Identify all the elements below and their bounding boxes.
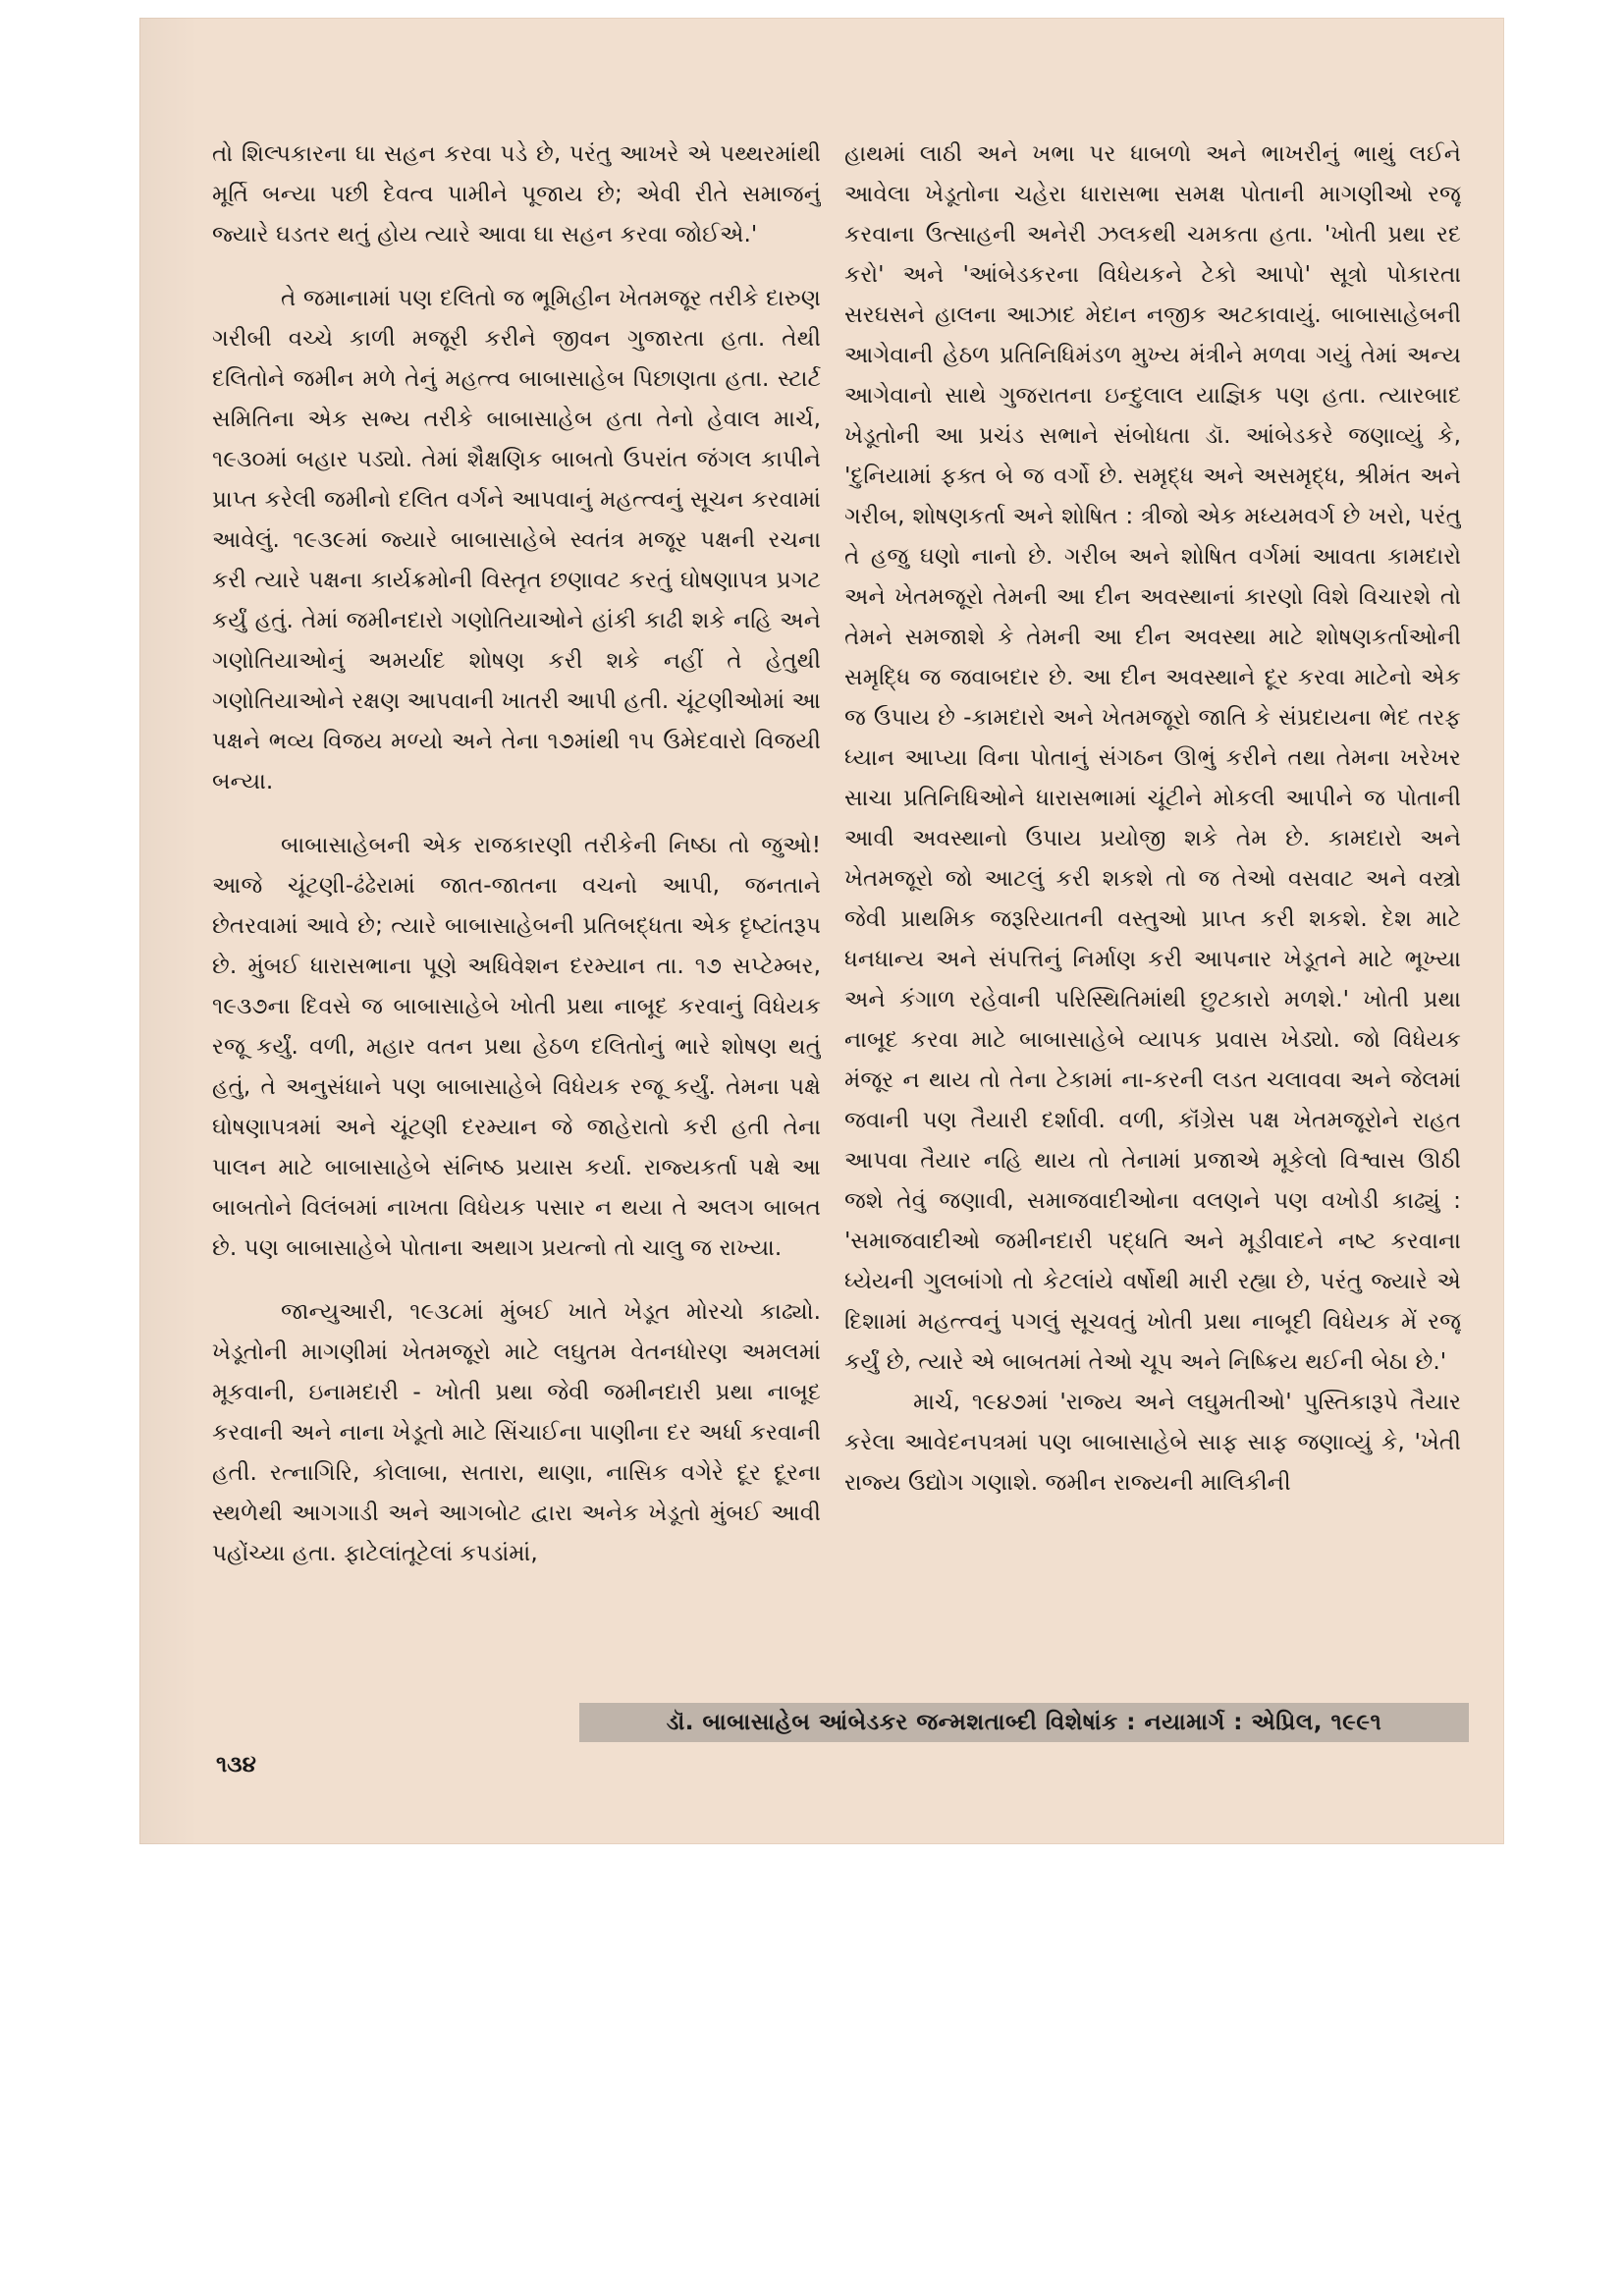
- page-shadow: [139, 18, 198, 1844]
- left-column: [212, 134, 821, 1685]
- scanned-page: [139, 18, 1504, 1844]
- right-paragraph-1: હાથમાં લાઠી અને ખભા પર ધાબળો અને ભાખરીનું ભાથું લઈને આવેલા ખેડૂતોના ચહેરા ધારાસભા સમક્ષ પોતાની માગણીઓ રજૂ કરવાના ઉત્સાહની અનેરી ઝલકથી ચમકતા હતા. 'ખોતી પ્રથા રદ કરો' અને 'આંબેડકરના વિધેયકને ટેકો આપો' સૂત્રો પોકારતા સરઘસને હાલના આઝાદ મેદાન નજીક અટકાવાયું. બાબાસાહેબની આગેવાની હેઠળ પ્રતિનિધિમંડળ મુખ્ય મંત્રીને મળવા ગયું તેમાં અન્ય આગેવાનો સાથે ગુજરાતના ઇન્દુલાલ યાજ્ઞિક પણ હતા. ત્યારબાદ ખેડૂતોની આ પ્રચંડ સભાને સંબોધતા ડૉ. આંબેડકરે જણાવ્યું કે, 'દુનિયામાં ફક્ત બે જ વર્ગો છે. સમૃદ્ધ અને અસમૃદ્ધ, શ્રીમંત અને ગરીબ, શોષણકર્તા અને શોષિત : ત્રીજો એક મધ્યમવર્ગ છે ખરો, પરંતુ તે હજુ ઘણો નાનો છે. ગરીબ અને શોષિત વર્ગમાં આવતા કામદારો અને ખેતમજૂરો તેમની આ દીન અવસ્થાનાં કારણો વિશે વિચારશે તો તેમને સમજાશે કે તેમની આ દીન અવસ્થા માટે શોષણકર્તાઓની સમૃદ્ધિ જ જવાબદાર છે. આ દીન અવસ્થાને દૂર કરવા માટેનો એક જ ઉપાય છે -કામદારો અને ખેતમજૂરો જાતિ કે સંપ્રદાયના ભેદ તરફ ધ્યાન આપ્યા વિના પોતાનું સંગઠન ઊભું કરીને તથા તેમના ખરેખર સાચા પ્રતિનિધિઓને ધારાસભામાં ચૂંટીને મોકલી આપીને જ પોતાની આવી અવસ્થાનો ઉપાય પ્રયોજી શકે તેમ છે. કામદારો અને ખેતમજૂરો જો આટલું કરી શકશે તો જ તેઓ વસવાટ અને વસ્ત્રો જેવી પ્રાથમિક જરૂરિયાતની વસ્તુઓ પ્રાપ્ત કરી શકશે. દેશ માટે ધનધાન્ય અને સંપત્તિનું નિર્માણ કરી આપનાર ખેડૂતને માટે ભૂખ્યા અને કંગાળ રહેવાની પરિસ્થિતિમાંથી છુટકારો મળશે.' ખોતી પ્રથા નાબૂદ કરવા માટે બાબાસાહેબે વ્યાપક પ્રવાસ ખેડ્યો. જો વિધેયક મંજૂર ન થાય તો તેના ટેકામાં ના-કરની લડત ચલાવવા અને જેલમાં જવાની પણ તૈયારી દર્શાવી. વળી, કૉંગ્રેસ પક્ષ ખેતમજૂરોને રાહત આપવા તૈયાર નહિ થાય તો તેનામાં પ્રજાએ મૂકેલો વિશ્વાસ ઊઠી જશે તેવું જણાવી, સમાજવાદીઓના વલણને પણ વખોડી કાઢ્યું : 'સમાજવાદીઓ જમીનદારી પદ્ધતિ અને મૂડીવાદને નષ્ટ કરવાના ધ્યેયની ગુલબાંગો તો કેટલાંયે વર્ષોથી મારી રહ્યા છે, પરંતુ જ્યારે એ દિશામાં મહત્ત્વનું પગલું સૂચવતું ખોતી પ્રથા નાબૂદી વિધેયક મેં રજૂ કર્યું છે, ત્યારે એ બાબતમાં તેઓ ચૂપ અને નિષ્ક્રિય થઈની બેઠા છે.': [844, 140, 1461, 1375]
- right-column: [844, 134, 1461, 1734]
- left-paragraph-4: જાન્યુઆરી, ૧૯૩૮માં મુંબઈ ખાતે ખેડૂત મોરચો કાઢ્યો. ખેડૂતોની માગણીમાં ખેતમજૂરો માટે લઘુતમ વેતનધોરણ અમલમાં મૂકવાની, ઇનામદારી - ખોતી પ્રથા જેવી જમીનદારી પ્રથા નાબૂદ કરવાની અને નાના ખેડૂતો માટે સિંચાઈના પાણીના દર અર્ધા કરવાની હતી. રત્નાગિરિ, કોલાબા, સતારા, થાણા, નાસિક વગેરે દૂર દૂરના સ્થળેથી આગગાડી અને આગબોટ દ્વારા અનેક ખેડૂતો મુંબઈ આવી પહોંચ્યા હતા. ફાટેલાંતૂટેલાં કપડાંમાં,: [212, 1298, 821, 1566]
- footer-banner: ડૉ. બાબાસાહેબ આંબેડકર જન્મશતાબ્દી વિશેષાંક : નયામાર્ગ : એપ્રિલ, ૧૯૯૧: [666, 1710, 1382, 1735]
- right-paragraph-2: માર્ચ, ૧૯૪૭માં 'રાજ્ય અને લઘુમતીઓ' પુસ્તિકારૂપે તૈયાર કરેલા આવેદનપત્રમાં પણ બાબાસાહેબે સાફ સાફ જણાવ્યું કે, 'ખેતી રાજ્ય ઉદ્યોગ ગણાશે. જમીન રાજ્યની માલિકીની: [844, 1389, 1461, 1496]
- page-number: ૧૩૪: [216, 1752, 256, 1777]
- left-paragraph-2: તે જમાનામાં પણ દલિતો જ ભૂમિહીન ખેતમજૂર તરીકે દારુણ ગરીબી વચ્ચે કાળી મજૂરી કરીને જીવન ગુજારતા હતા. તેથી દલિતોને જમીન મળે તેનું મહત્ત્વ બાબાસાહેબ પિછાણતા હતા. સ્ટાર્ટ સમિતિના એક સભ્ય તરીકે બાબાસાહેબ હતા તેનો હેવાલ માર્ચ, ૧૯૩૦માં બહાર પડ્યો. તેમાં શૈક્ષણિક બાબતો ઉપરાંત જંગલ કાપીને પ્રાપ્ત કરેલી જમીનો દલિત વર્ગને આપવાનું મહત્ત્વનું સૂચન કરવામાં આવેલું. ૧૯૩૯માં જ્યારે બાબાસાહેબે સ્વતંત્ર મજૂર પક્ષની રચના કરી ત્યારે પક્ષના કાર્યક્રમોની વિસ્તૃત છણાવટ કરતું ઘોષણાપત્ર પ્રગટ કર્યું હતું. તેમાં જમીનદારો ગણોતિયાઓને હાંકી કાઢી શકે નહિ અને ગણોતિયાઓનું અમર્યાદ શોષણ કરી શકે નહીં તે હેતુથી ગણોતિયાઓને રક્ષણ આપવાની ખાતરી આપી હતી. ચૂંટણીઓમાં આ પક્ષને ભવ્ય વિજય મળ્યો અને તેના ૧૭માંથી ૧૫ ઉમેદવારો વિજયી બન્યા.: [212, 285, 821, 794]
- left-paragraph-3: બાબાસાહેબની એક રાજકારણી તરીકેની નિષ્ઠા તો જુઓ! આજે ચૂંટણી-ઢંઢેરામાં જાત-જાતના વચનો આપી, જનતાને છેતરવામાં આવે છે; ત્યારે બાબાસાહેબની પ્રતિબદ્ધતા એક દૃષ્ટાંતરૂપ છે. મુંબઈ ધારાસભાના પૂણે અધિવેશન દરમ્યાન તા. ૧૭ સપ્ટેમ્બર, ૧૯૩૭ના દિવસે જ બાબાસાહેબે ખોતી પ્રથા નાબૂદ કરવાનું વિધેયક રજૂ કર્યું. વળી, મહાર વતન પ્રથા હેઠળ દલિતોનું ભારે શોષણ થતું હતું, તે અનુસંધાને પણ બાબાસાહેબે વિધેયક રજૂ કર્યું. તેમના પક્ષે ઘોષણાપત્રમાં અને ચૂંટણી દરમ્યાન જે જાહેરાતો કરી હતી તેના પાલન માટે બાબાસાહેબે સંનિષ્ઠ પ્રયાસ કર્યા. રાજ્યકર્તા પક્ષે આ બાબતોને વિલંબમાં નાખતા વિધેયક પસાર ન થયા તે અલગ બાબત છે. પણ બાબાસાહેબે પોતાના અથાગ પ્રયત્નો તો ચાલુ જ રાખ્યા.: [212, 832, 821, 1261]
- left-paragraph-1: તો શિલ્પકારના ઘા સહન કરવા પડે છે, પરંતુ આખરે એ પથ્થરમાંથી મૂર્તિ બન્યા પછી દેવત્વ પામીને પૂજાય છે; એવી રીતે સમાજનું જ્યારે ઘડતર થતું હોય ત્યારે આવા ઘા સહન કરવા જોઈએ.': [212, 140, 821, 247]
